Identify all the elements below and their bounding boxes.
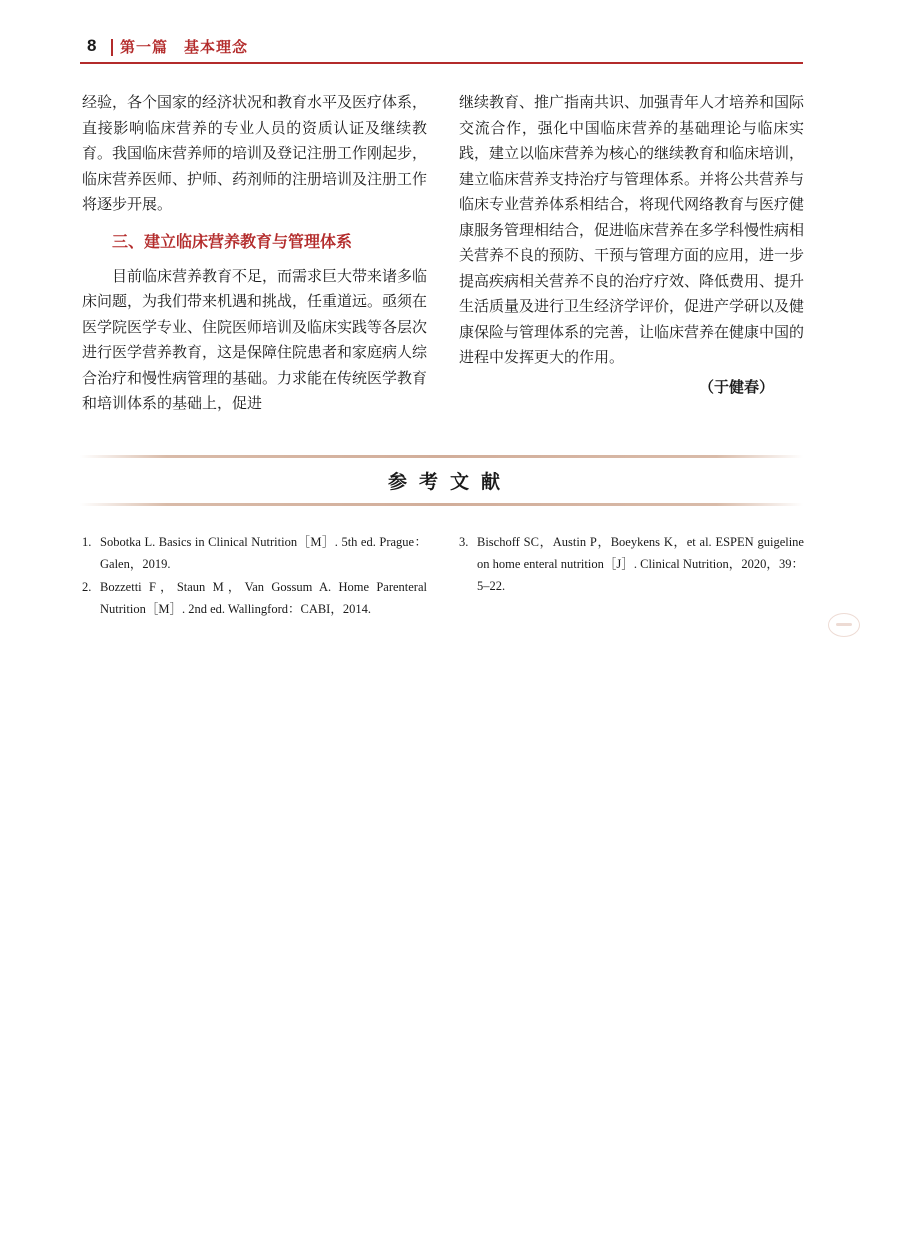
reference-text: Bozzetti F，Staun M，Van Gossum A. Home Parenteral Nutrition［M］. 2nd ed. Wallingford：CABI，2014. xyxy=(100,580,427,616)
reference-number: 1. xyxy=(82,535,92,549)
body-paragraph: 继续教育、推广指南共识、加强青年人才培养和国际交流合作，强化中国临床营养的基础理论与临床实践，建立以临床营养为核心的继续教育和临床培训，建立临床营养支持治疗与管理体系。并将公共营养与临床专业营养体系相结合，将现代网络教育与医疗健康服务管理相结合，促进临床营养在多学科慢性病相关营养不良的预防、干预与管理方面的应用，进一步提高疾病相关营养不良的治疗疗效、降低费用、提升生活质量及进行卫生经济学评价，促进产学研以及健康保险与管理体系的完善，让临床营养在健康中国的进程中发挥更大的作用。 xyxy=(459,93,805,366)
reference-number: 2. xyxy=(82,580,92,594)
reference-item xyxy=(82,531,427,575)
references-list-left xyxy=(82,531,427,621)
reference-number: 3. xyxy=(459,535,469,549)
section-heading: 三、建立临床营养教育与管理体系 xyxy=(112,231,353,251)
header-rule xyxy=(80,62,803,64)
references-top-rule xyxy=(80,455,803,458)
watermark-icon xyxy=(828,613,860,637)
reference-text: Bischoff SC，Austin P，Boeykens K，et al. ESPEN guigeline on home enteral nutrition［J］. Clinical Nutrition，2020，39：5–22. xyxy=(477,535,804,593)
body-paragraph: 目前临床营养教育不足，而需求巨大带来诸多临床问题，为我们带来机遇和挑战，任重道远。亟须在医学院医学专业、住院医师培训及临床实践等各层次进行医学营养教育，这是保障住院患者和家庭病人综合治疗和慢性病管理的基础。力求能在传统医学教育和培训体系的基础上，促进 xyxy=(82,266,428,412)
page-number: 8 xyxy=(87,36,97,55)
references-bottom-rule xyxy=(80,503,803,506)
right-column xyxy=(459,90,804,399)
body-paragraph: 经验，各个国家的经济状况和教育水平及医疗体系，直接影响临床营养的专业人员的资质认证及继续教育。我国临床营养师的培训及登记注册工作刚起步，临床营养医师、护师、药剂师的注册培训及注册工作将逐步开展。 xyxy=(82,93,428,213)
references-title: 参考文献 xyxy=(387,471,512,493)
reference-item xyxy=(82,576,427,620)
reference-text: Sobotka L. Basics in Clinical Nutrition［M］. 5th ed. Prague：Galen，2019. xyxy=(100,535,427,571)
author-signature: （于健春） xyxy=(698,377,774,396)
left-column xyxy=(82,90,427,417)
references-list-right xyxy=(459,531,804,598)
reference-item xyxy=(459,531,804,597)
running-header-title: 第一篇 基本理念 xyxy=(120,38,249,56)
header-divider-bar xyxy=(111,39,113,56)
